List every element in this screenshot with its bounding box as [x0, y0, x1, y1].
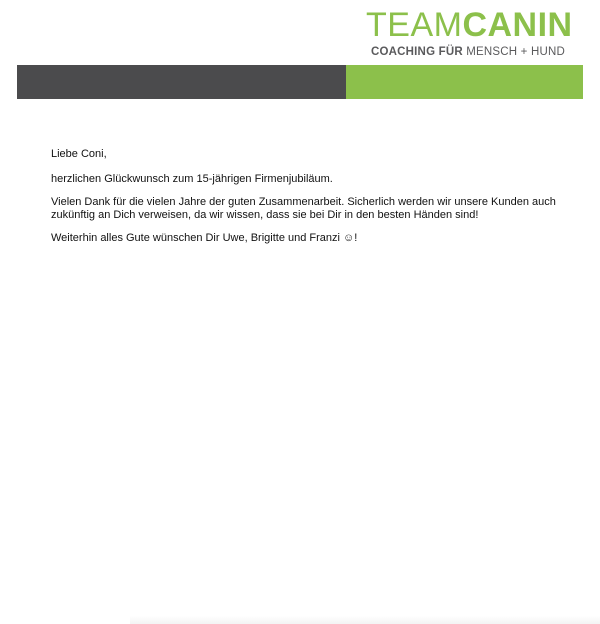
- header-band-green: [346, 65, 583, 99]
- teamcanin-logo: [366, 6, 573, 58]
- logo-tagline: [366, 46, 565, 58]
- letter-closing: Weiterhin alles Gute wünschen Dir Uwe, Brigitte und Franzi ☺!: [51, 232, 358, 244]
- page-bottom-shadow: [130, 616, 600, 624]
- header-band: [17, 65, 583, 99]
- letter-salutation: Liebe Coni,: [51, 148, 107, 160]
- letter-thanks: Vielen Dank für die vielen Jahre der guten Zusammenarbeit. Sicherlich werden wir unsere Kunden auch zukünftig an Dich verweisen, da wir wissen, dass sie bei Dir in den besten Händen sind!: [51, 196, 556, 221]
- logo-word-team: TEAM: [366, 6, 463, 44]
- letter-congratulations: herzlichen Glückwunsch zum 15-jährigen Firmenjubiläum.: [51, 173, 333, 185]
- logo-wordmark: [366, 6, 573, 44]
- logo-word-canin: CANIN: [462, 6, 573, 44]
- logo-tagline-strong: COACHING FÜR: [371, 46, 463, 58]
- letter-body: [51, 148, 571, 255]
- header-band-dark: [17, 65, 346, 99]
- logo-tagline-rest: MENSCH + HUND: [462, 46, 565, 58]
